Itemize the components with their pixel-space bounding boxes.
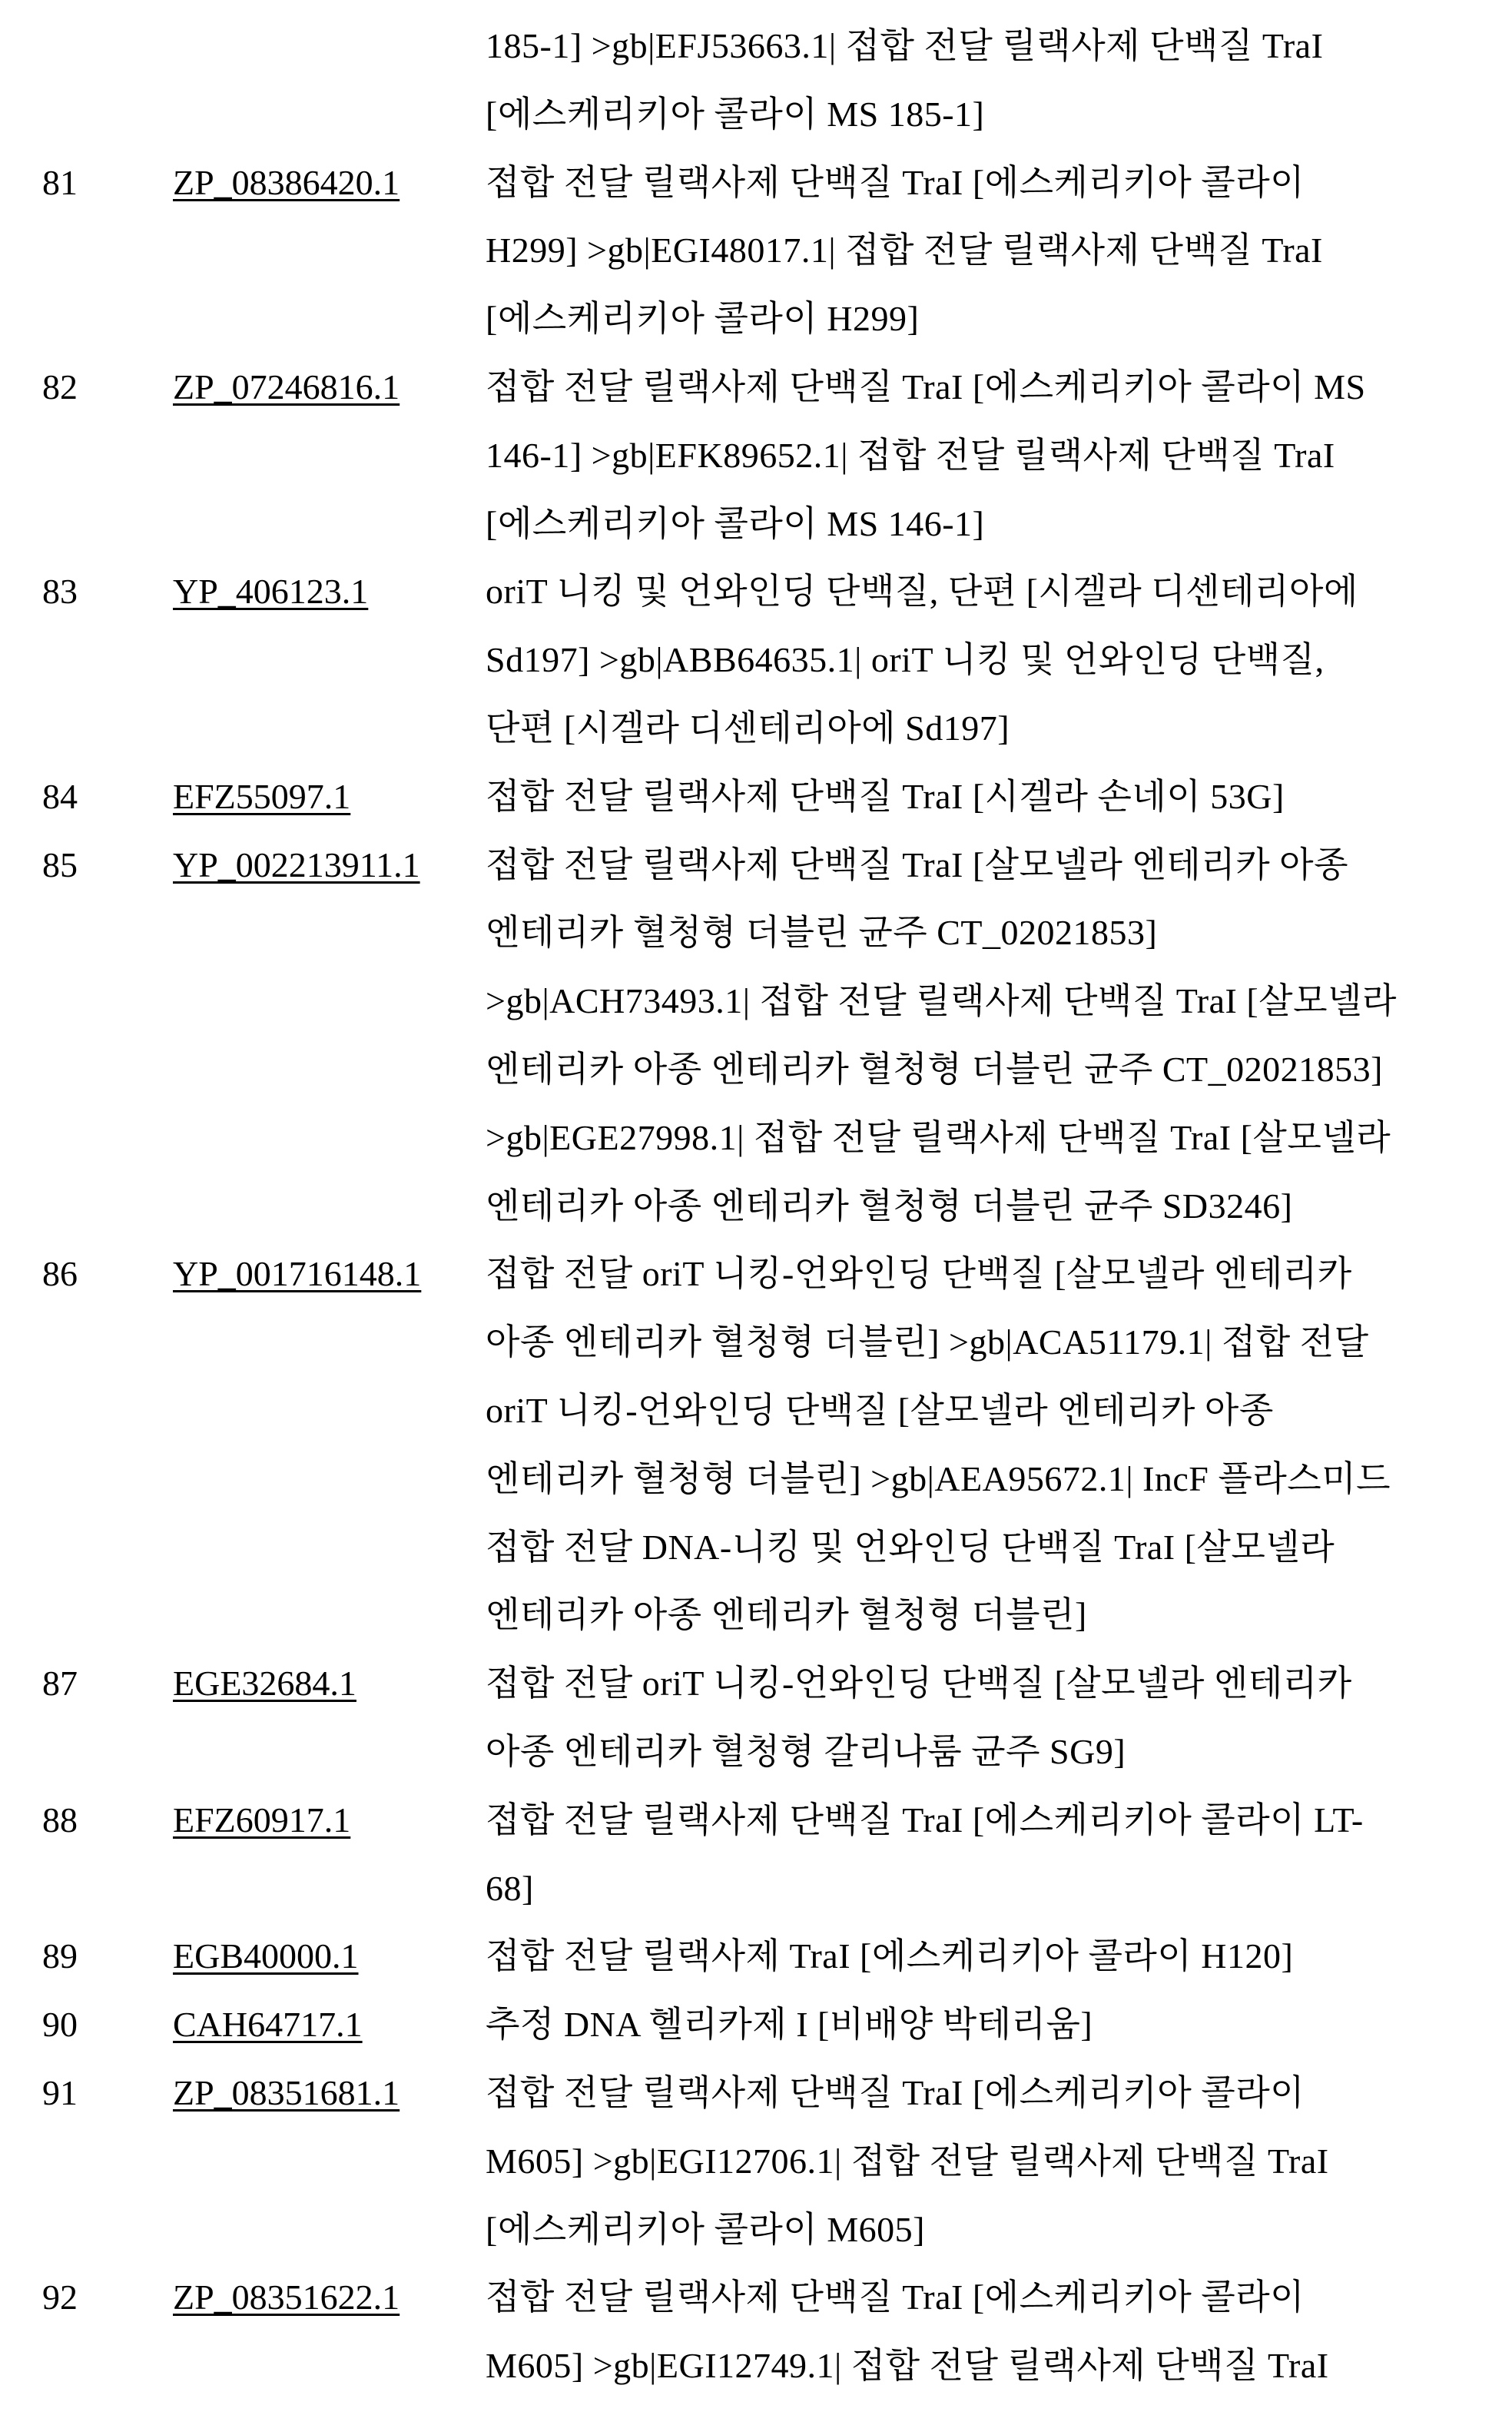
row-number: 85 <box>42 844 78 884</box>
description-line: 접합 전달 릴랙사제 단백질 TraI [에스케리키아 콜라이 LT- <box>486 1800 1364 1840</box>
description-line: [에스케리키아 콜라이 H299] <box>486 299 920 339</box>
row-number: 82 <box>42 367 78 406</box>
description-line: 아종 엔테리카 혈청형 갈리나룸 균주 SG9] <box>486 1731 1126 1771</box>
description-line: [에스케리키아 콜라이 M605] <box>486 2209 925 2249</box>
row-number: 90 <box>42 2005 78 2045</box>
description-line: oriT 니킹-언와인딩 단백질 [살모넬라 엔테리카 아종 <box>486 1390 1274 1430</box>
row-number: 91 <box>42 2072 78 2112</box>
accession-link[interactable]: YP_002213911.1 <box>173 844 420 884</box>
description-line: H299] >gb|EGI48017.1| 접합 전달 릴랙사제 단백질 TraI <box>486 231 1323 270</box>
description-line: 접합 전달 oriT 니킹-언와인딩 단백질 [살모넬라 엔테리카 <box>486 1254 1352 1294</box>
accession-link[interactable]: EGB40000.1 <box>173 1936 359 1976</box>
description-line: 146-1] >gb|EFK89652.1| 접합 전달 릴랙사제 단백질 TraI <box>486 435 1335 475</box>
table-row <box>0 558 1512 762</box>
description-cell <box>486 558 1512 762</box>
description-line: >gb|ACH73493.1| 접합 전달 릴랙사제 단백질 TraI [살모넬라 <box>486 981 1397 1021</box>
accession-link[interactable]: ZP_08351681.1 <box>173 2072 400 2112</box>
accession-link[interactable]: CAH64717.1 <box>173 2005 363 2045</box>
description-line: M605] >gb|EGI12749.1| 접합 전달 릴랙사제 단백질 TraI <box>486 2346 1329 2386</box>
description-line: 엔테리카 아종 엔테리카 혈청형 더블린] <box>486 1595 1087 1635</box>
description-line: 아종 엔테리카 혈청형 더블린] >gb|ACA51179.1| 접합 전달 <box>486 1322 1369 1362</box>
table-row <box>0 831 1512 1241</box>
description-cell <box>486 12 1512 149</box>
description-cell <box>486 763 1512 831</box>
row-number: 88 <box>42 1800 78 1840</box>
description-line: 엔테리카 아종 엔테리카 혈청형 더블린 균주 CT_02021853] <box>486 1049 1383 1089</box>
row-number: 84 <box>42 776 78 816</box>
description-cell <box>486 2264 1512 2400</box>
description-line: 접합 전달 릴랙사제 TraI [에스케리키아 콜라이 H120] <box>486 1936 1294 1976</box>
description-line: oriT 니킹 및 언와인딩 단백질, 단편 [시겔라 디센테리아에 <box>486 572 1358 612</box>
table-row <box>0 1650 1512 1786</box>
description-line: >gb|EGE27998.1| 접합 전달 릴랙사제 단백질 TraI [살모넬라 <box>486 1117 1391 1157</box>
description-line: 엔테리카 아종 엔테리카 혈청형 더블린 균주 SD3246] <box>486 1186 1293 1226</box>
description-line: 68] <box>486 1868 534 1908</box>
row-number: 89 <box>42 1936 78 1976</box>
table-row-continuation <box>0 12 1512 149</box>
row-number: 92 <box>42 2277 78 2317</box>
accession-link[interactable]: EFZ55097.1 <box>173 776 351 816</box>
description-line: [에스케리키아 콜라이 MS 146-1] <box>486 503 985 543</box>
table-row <box>0 1922 1512 1991</box>
description-line: 185-1] >gb|EFJ53663.1| 접합 전달 릴랙사제 단백질 TraI <box>486 26 1324 65</box>
table-row <box>0 763 1512 831</box>
table-row <box>0 353 1512 558</box>
description-cell <box>486 1922 1512 1991</box>
table-row <box>0 149 1512 353</box>
table-row <box>0 1786 1512 1923</box>
description-line: 엔테리카 혈청형 더블린] >gb|AEA95672.1| IncF 플라스미드 <box>486 1458 1391 1498</box>
description-line: 접합 전달 릴랙사제 단백질 TraI [에스케리키아 콜라이 MS <box>486 367 1366 406</box>
description-line: 접합 전달 릴랙사제 단백질 TraI [살모넬라 엔테리카 아종 <box>486 844 1349 884</box>
description-cell <box>486 2059 1512 2264</box>
description-cell <box>486 1240 1512 1650</box>
accession-link[interactable]: EFZ60917.1 <box>173 1800 351 1840</box>
accession-link[interactable]: ZP_07246816.1 <box>173 367 400 406</box>
description-cell <box>486 1991 1512 2059</box>
description-line: 접합 전달 릴랙사제 단백질 TraI [에스케리키아 콜라이 <box>486 2072 1305 2112</box>
description-line: 접합 전달 릴랙사제 단백질 TraI [에스케리키아 콜라이 <box>486 2277 1305 2317</box>
row-number: 87 <box>42 1664 78 1704</box>
description-cell <box>486 831 1512 1241</box>
description-line: 접합 전달 DNA-니킹 및 언와인딩 단백질 TraI [살모넬라 <box>486 1527 1335 1567</box>
description-line: 접합 전달 릴랙사제 단백질 TraI [시겔라 손네이 53G] <box>486 776 1285 816</box>
table-row <box>0 2059 1512 2264</box>
description-cell <box>486 1786 1512 1923</box>
sequence-table <box>0 12 1512 2400</box>
description-cell <box>486 149 1512 353</box>
description-cell <box>486 1650 1512 1786</box>
row-number: 86 <box>42 1254 78 1294</box>
description-line: 접합 전달 oriT 니킹-언와인딩 단백질 [살모넬라 엔테리카 <box>486 1664 1352 1704</box>
description-line: 추정 DNA 헬리카제 I [비배양 박테리움] <box>486 2005 1093 2045</box>
accession-link[interactable]: YP_406123.1 <box>173 572 369 612</box>
accession-link[interactable]: YP_001716148.1 <box>173 1254 422 1294</box>
description-line: Sd197] >gb|ABB64635.1| oriT 니킹 및 언와인딩 단백질, <box>486 640 1325 680</box>
table-row <box>0 1991 1512 2059</box>
description-line: 접합 전달 릴랙사제 단백질 TraI [에스케리키아 콜라이 <box>486 162 1305 202</box>
description-line: 단편 [시겔라 디센테리아에 Sd197] <box>486 708 1010 748</box>
accession-link[interactable]: ZP_08386420.1 <box>173 162 400 202</box>
table-row <box>0 2264 1512 2400</box>
row-number: 83 <box>42 572 78 612</box>
row-number: 81 <box>42 162 78 202</box>
description-line: [에스케리키아 콜라이 MS 185-1] <box>486 94 985 134</box>
description-line: M605] >gb|EGI12706.1| 접합 전달 릴랙사제 단백질 TraI <box>486 2141 1329 2181</box>
table-row <box>0 1240 1512 1650</box>
description-cell <box>486 353 1512 558</box>
description-line: 엔테리카 혈청형 더블린 균주 CT_02021853] <box>486 913 1158 953</box>
accession-link[interactable]: EGE32684.1 <box>173 1664 356 1704</box>
accession-link[interactable]: ZP_08351622.1 <box>173 2277 400 2317</box>
